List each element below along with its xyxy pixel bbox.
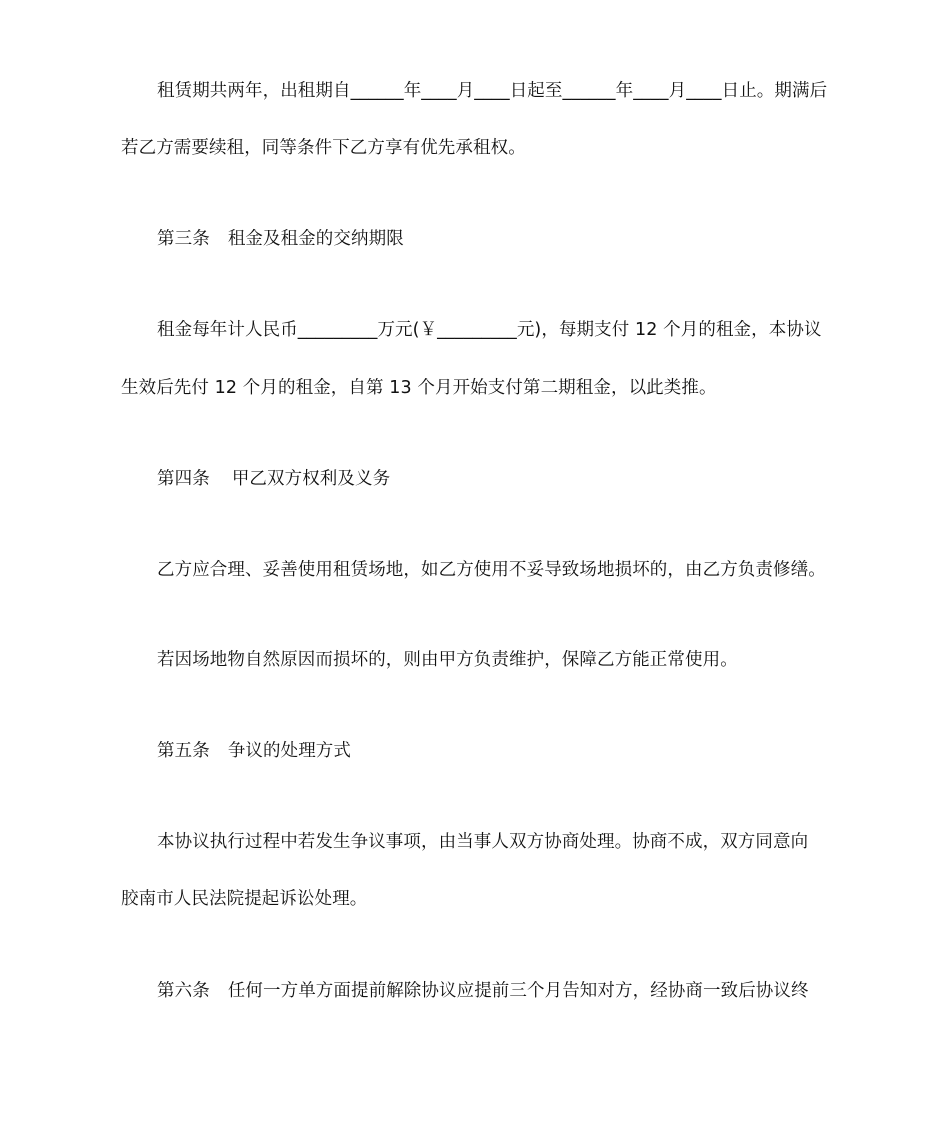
article-5-heading: [121, 739, 877, 763]
article-5-title: 争议的处理方式: [227, 741, 352, 761]
article-6-text: 任何一方单方面提前解除协议应提前三个月告知对方，经协商一致后协议终: [227, 981, 809, 1001]
article-4-number: 第四条: [157, 469, 210, 489]
article-3-number: 第三条: [157, 229, 210, 249]
article-4-title: 甲乙双方权利及义务: [231, 469, 391, 489]
paragraph-dispute-line-1: 本协议执行过程中若发生争议事项，由当事人双方协商处理。协商不成，双方同意向: [157, 832, 809, 852]
paragraph-rent-line-1: 租金每年计人民币_________万元(￥_________元)，每期支付 12 个月的租金，本协议: [157, 320, 822, 340]
article-4-heading: [121, 467, 877, 491]
article-5-number: 第五条: [157, 741, 210, 761]
paragraph-dispute-line-2: 胶南市人民法院提起诉讼处理。: [121, 889, 368, 909]
article-6-number: 第六条: [157, 981, 210, 1001]
paragraph-rent-line-2: 生效后先付 12 个月的租金，自第 13 个月开始支付第二期租金，以此类推。: [121, 378, 717, 398]
paragraph-usage-duty: 乙方应合理、妥善使用租赁场地，如乙方使用不妥导致场地损坏的，由乙方负责修缮。: [157, 560, 826, 580]
article-3-title: 租金及租金的交纳期限: [227, 229, 404, 249]
article-6-line: [121, 979, 877, 1003]
paragraph-lease-term-line-1: 租赁期共两年，出租期自______年____月____日起至______年____月____日止。期满后: [157, 81, 828, 101]
paragraph-lease-term-line-2: 若乙方需要续租，同等条件下乙方享有优先承租权。: [121, 138, 526, 158]
paragraph-maintenance-duty: 若因场地物自然原因而损坏的，则由甲方负责维护，保障乙方能正常使用。: [157, 650, 738, 670]
article-3-heading: [121, 227, 877, 251]
